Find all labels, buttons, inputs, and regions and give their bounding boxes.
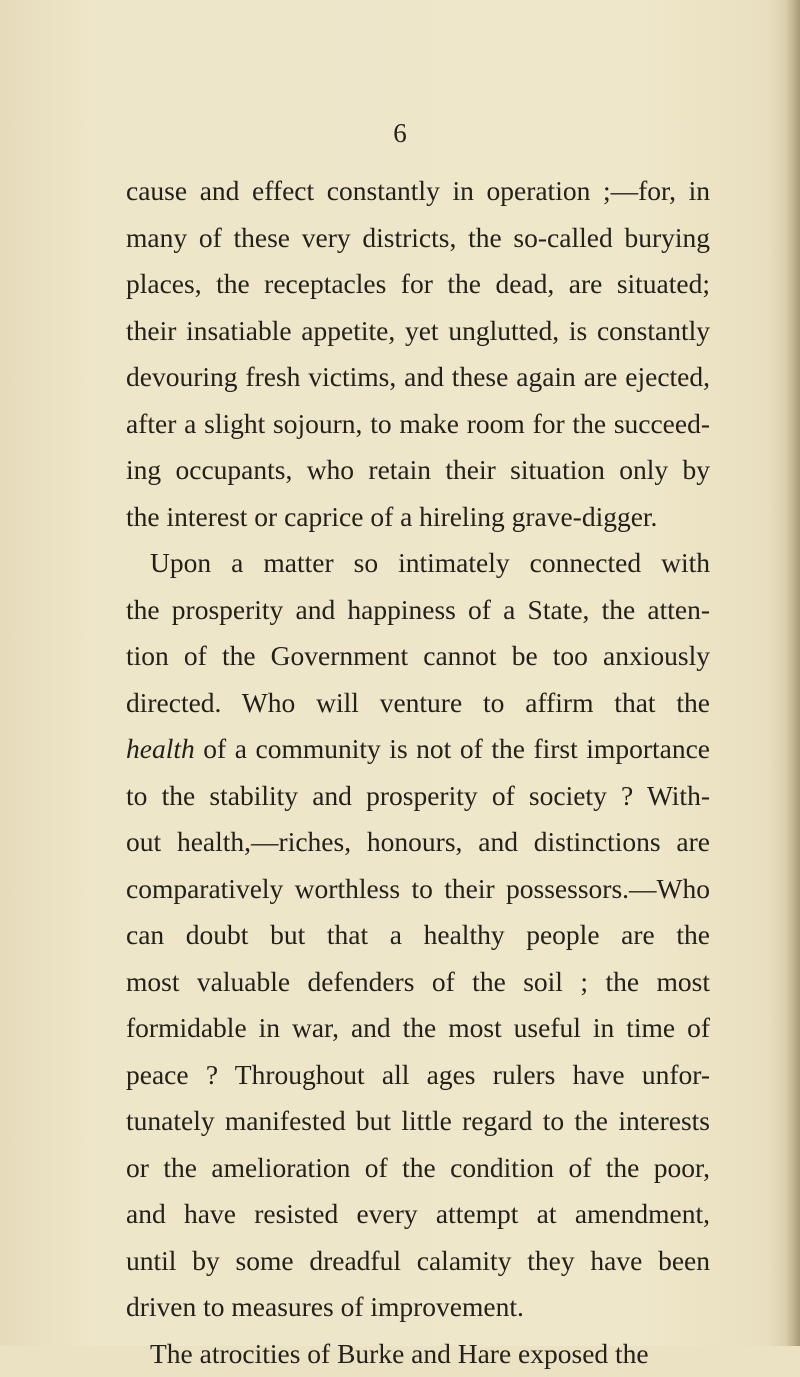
text-line-rest: of a community is not of the first importance [195, 733, 710, 764]
page-number: 6 [0, 118, 800, 149]
text-line: formidable in war, and the most useful in time of [126, 1005, 710, 1052]
text-line: cause and effect constantly in operation ;—for, in [126, 168, 710, 215]
text-line: out health,—riches, honours, and distinctions are [126, 819, 710, 866]
text-line: places, the receptacles for the dead, are situated; [126, 261, 710, 308]
page-edge-shadow [786, 0, 800, 1346]
body-text [126, 168, 710, 1377]
text-line-emphasis [126, 726, 710, 773]
text-line: many of these very districts, the so-called burying [126, 215, 710, 262]
text-line: until by some dreadful calamity they have been [126, 1238, 710, 1285]
text-line: peace ? Throughout all ages rulers have unfor- [126, 1052, 710, 1099]
paragraph-start-line: Upon a matter so intimately connected with [126, 540, 710, 587]
text-line: can doubt but that a healthy people are the [126, 912, 710, 959]
italic-word: health [126, 733, 195, 764]
text-line: most valuable defenders of the soil ; the most [126, 959, 710, 1006]
text-line: tunately manifested but little regard to the interests [126, 1098, 710, 1145]
paragraph-start-line: The atrocities of Burke and Hare exposed the [126, 1331, 710, 1377]
text-line: the interest or caprice of a hireling grave-digger. [126, 494, 710, 541]
text-line: tion of the Government cannot be too anxiously [126, 633, 710, 680]
text-line: to the stability and prosperity of society ? With- [126, 773, 710, 820]
text-line: and have resisted every attempt at amendment, [126, 1191, 710, 1238]
text-line: the prosperity and happiness of a State, the atten- [126, 587, 710, 634]
text-line: ing occupants, who retain their situation only by [126, 447, 710, 494]
text-line: devouring fresh victims, and these again are ejected, [126, 354, 710, 401]
text-line: their insatiable appetite, yet unglutted, is constantly [126, 308, 710, 355]
text-line: directed. Who will venture to affirm that the [126, 680, 710, 727]
text-line: driven to measures of improvement. [126, 1284, 710, 1331]
text-line: or the amelioration of the condition of the poor, [126, 1145, 710, 1192]
text-line: comparatively worthless to their possessors.—Who [126, 866, 710, 913]
text-line: after a slight sojourn, to make room for the succeed- [126, 401, 710, 448]
